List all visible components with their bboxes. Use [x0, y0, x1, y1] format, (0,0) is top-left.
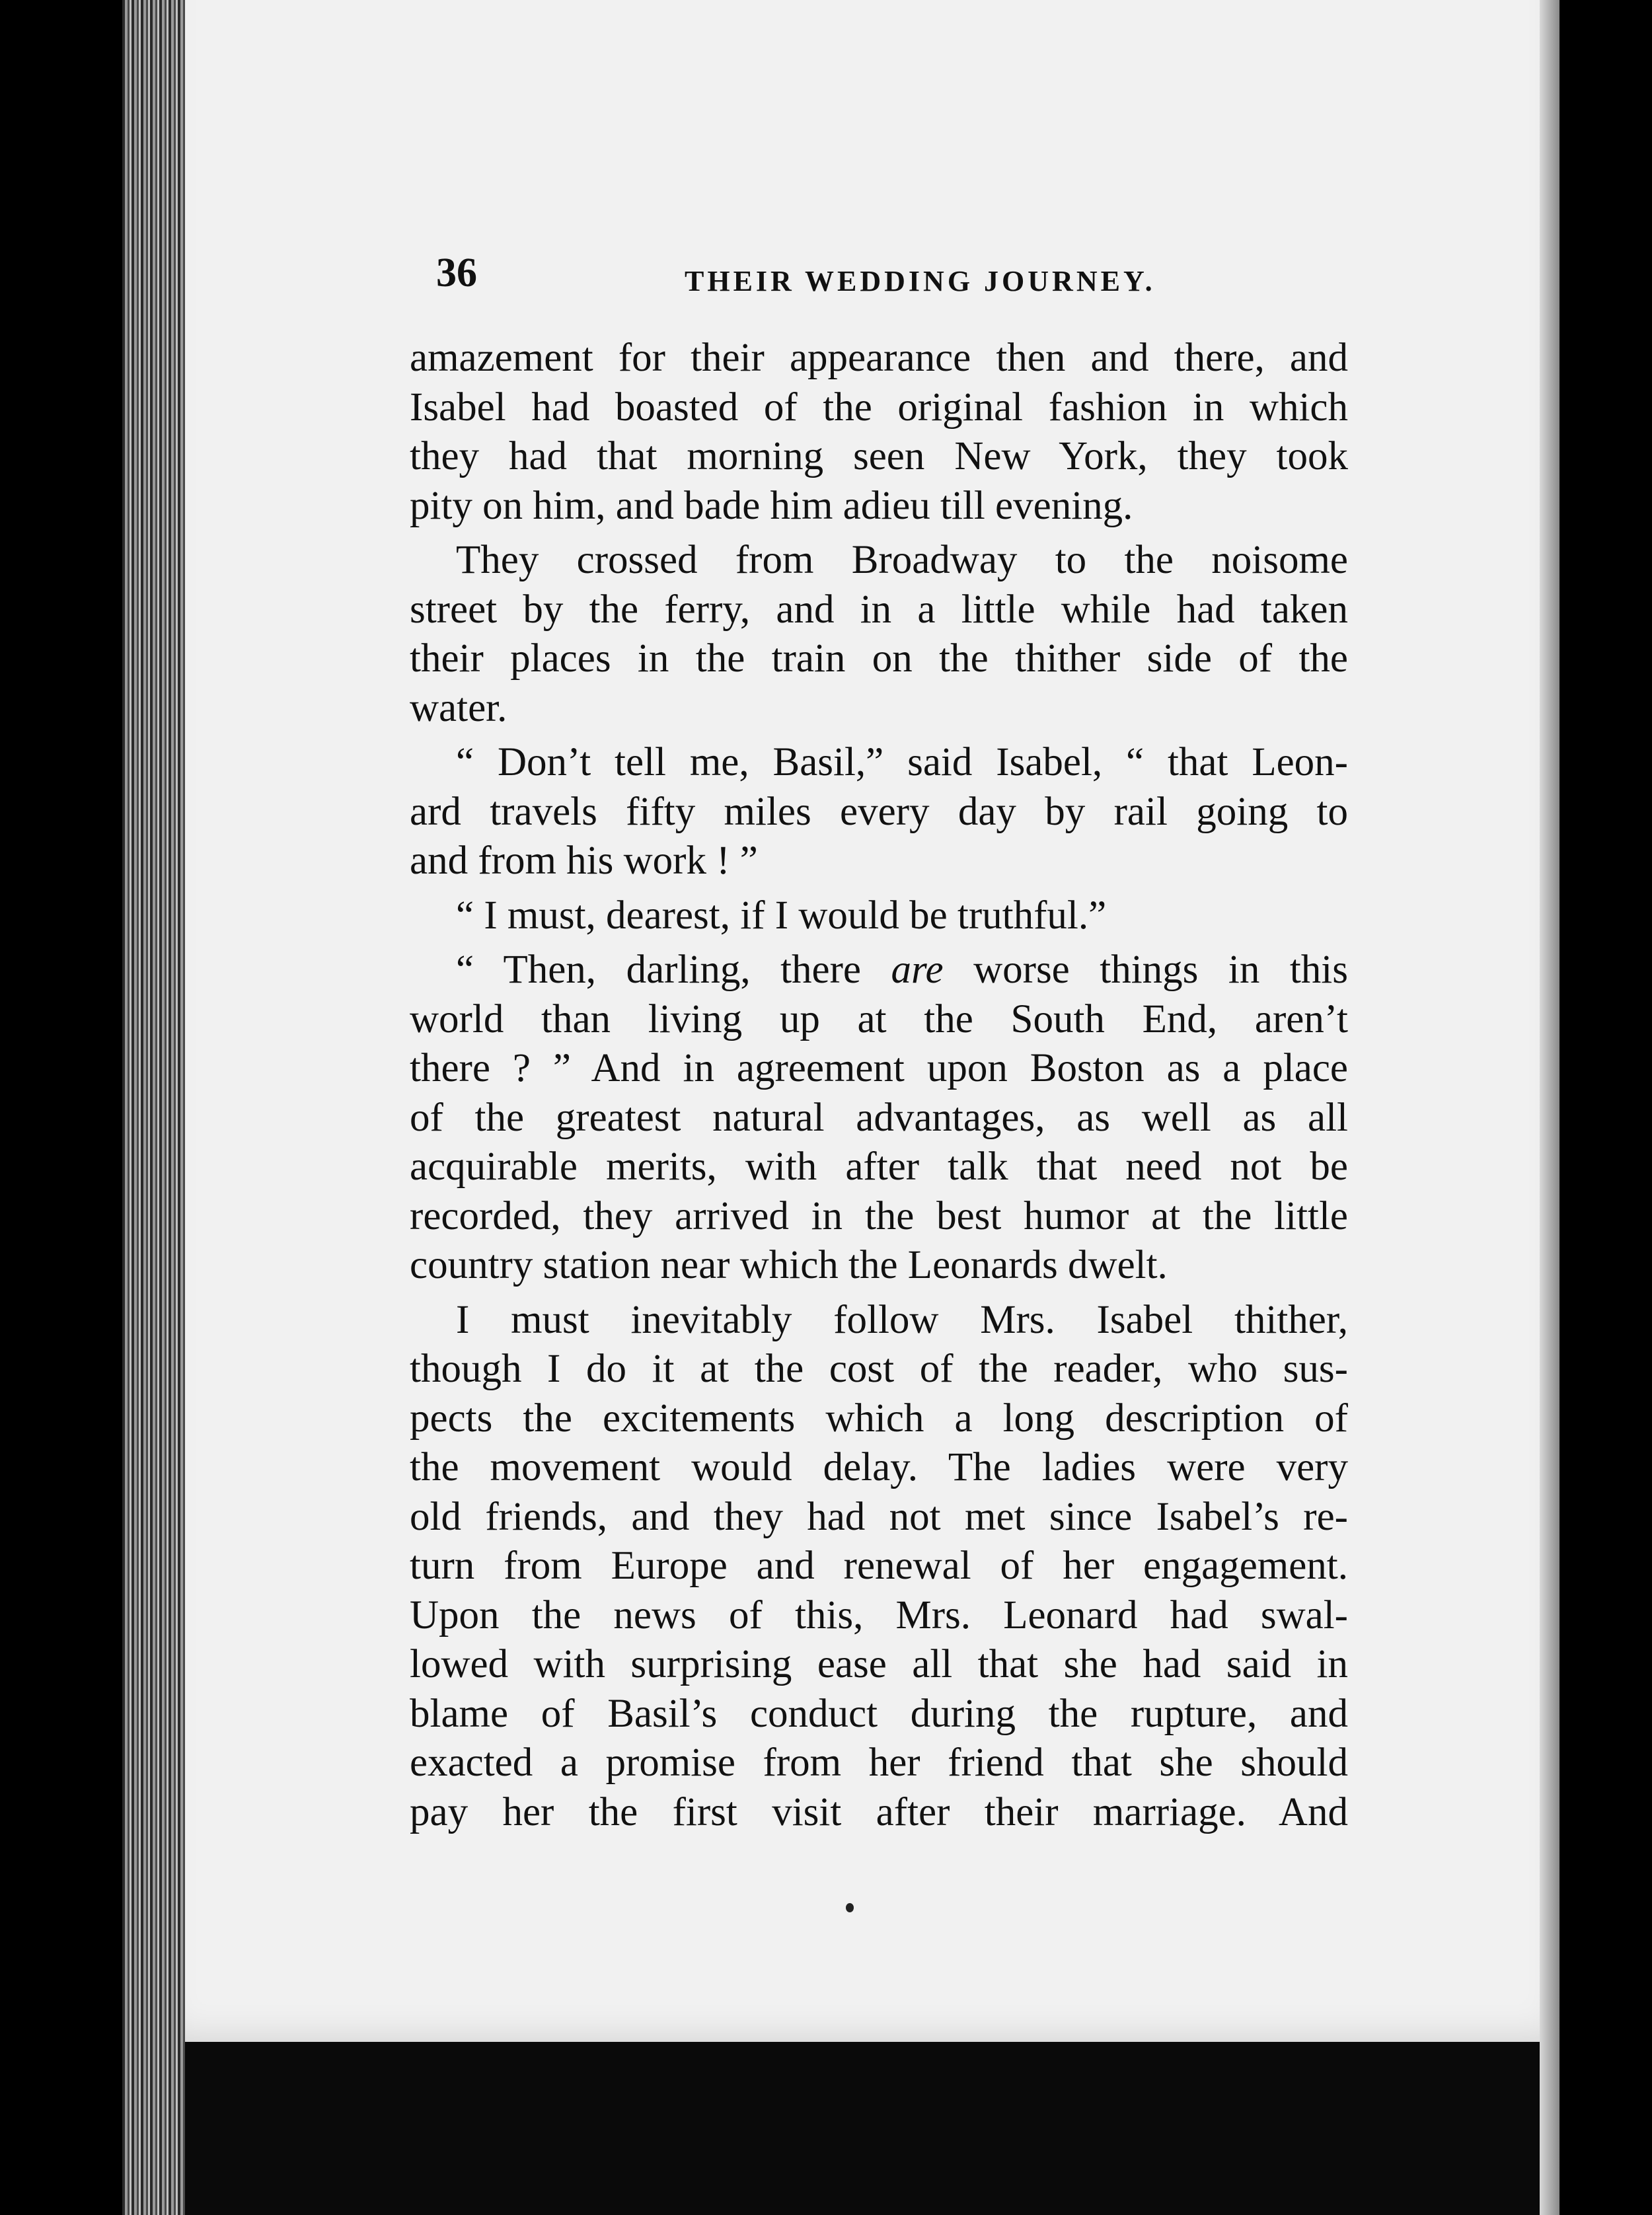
text-line: of the greatest natural advantages, as well as all	[410, 1095, 1348, 1140]
book-page-edges	[122, 0, 185, 2215]
text-line: acquirable merits, with after talk that need not be	[410, 1145, 1348, 1189]
text-line: though I do it at the cost of the reader, who sus-	[410, 1347, 1348, 1391]
text-line: lowed with surprising ease all that she had said in	[410, 1642, 1348, 1686]
text-line: pects the excitements which a long description of	[410, 1396, 1348, 1441]
body-text	[410, 334, 1348, 1837]
running-head: THEIR WEDDING JOURNEY.	[685, 265, 1156, 297]
scan-margin	[1559, 0, 1652, 2215]
page-number: 36	[436, 250, 477, 295]
text-line: street by the ferry, and in a little while had taken	[410, 587, 1348, 632]
text-line: the movement would delay. The ladies were very	[410, 1445, 1348, 1489]
text-line: They crossed from Broadway to the noisome	[456, 538, 1348, 582]
text-line: I must inevitably follow Mrs. Isabel thither,	[456, 1297, 1348, 1342]
text-line: blame of Basil’s conduct during the rupture, and	[410, 1691, 1348, 1736]
ink-speck	[846, 1903, 854, 1912]
text-line: country station near which the Leonards dwelt.	[410, 1243, 1168, 1287]
text-line: world than living up at the South End, aren’t	[410, 996, 1348, 1041]
emphasized-word: are	[891, 948, 944, 992]
text-line: water.	[410, 685, 507, 730]
text-segment: “ Then, darling, there	[456, 948, 891, 992]
book-right-edge	[1540, 0, 1559, 2215]
text-line: Upon the news of this, Mrs. Leonard had swal-	[410, 1593, 1348, 1637]
text-line: and from his work ! ”	[410, 839, 758, 883]
text-line	[410, 946, 1348, 995]
text-line: exacted a promise from her friend that she should	[410, 1741, 1348, 1785]
text-segment: worse things in this	[943, 948, 1348, 992]
scan-background	[185, 2042, 1540, 2215]
text-line: recorded, they arrived in the best humor at the little	[410, 1193, 1348, 1238]
text-line: they had that morning seen New York, they took	[410, 434, 1348, 478]
text-line: turn from Europe and renewal of her engagement.	[410, 1544, 1348, 1588]
text-line: amazement for their appearance then and there, and	[410, 336, 1348, 380]
text-line: pity on him, and bade him adieu till evening.	[410, 483, 1133, 528]
text-line: pay her the first visit after their marriage. And	[410, 1789, 1348, 1834]
page-header	[436, 244, 1374, 317]
text-line: ard travels fifty miles every day by rail going to	[410, 789, 1348, 834]
text-line: old friends, and they had not met since Isabel’s re-	[410, 1494, 1348, 1539]
text-line: there ? ” And in agreement upon Boston as a place	[410, 1046, 1348, 1090]
text-line: “ Don’t tell me, Basil,” said Isabel, “ that Leon-	[456, 740, 1348, 784]
text-line: Isabel had boasted of the original fashion in which	[410, 385, 1348, 430]
text-line: “ I must, dearest, if I would be truthful.”	[456, 893, 1107, 938]
text-line: their places in the train on the thither side of the	[410, 636, 1348, 681]
